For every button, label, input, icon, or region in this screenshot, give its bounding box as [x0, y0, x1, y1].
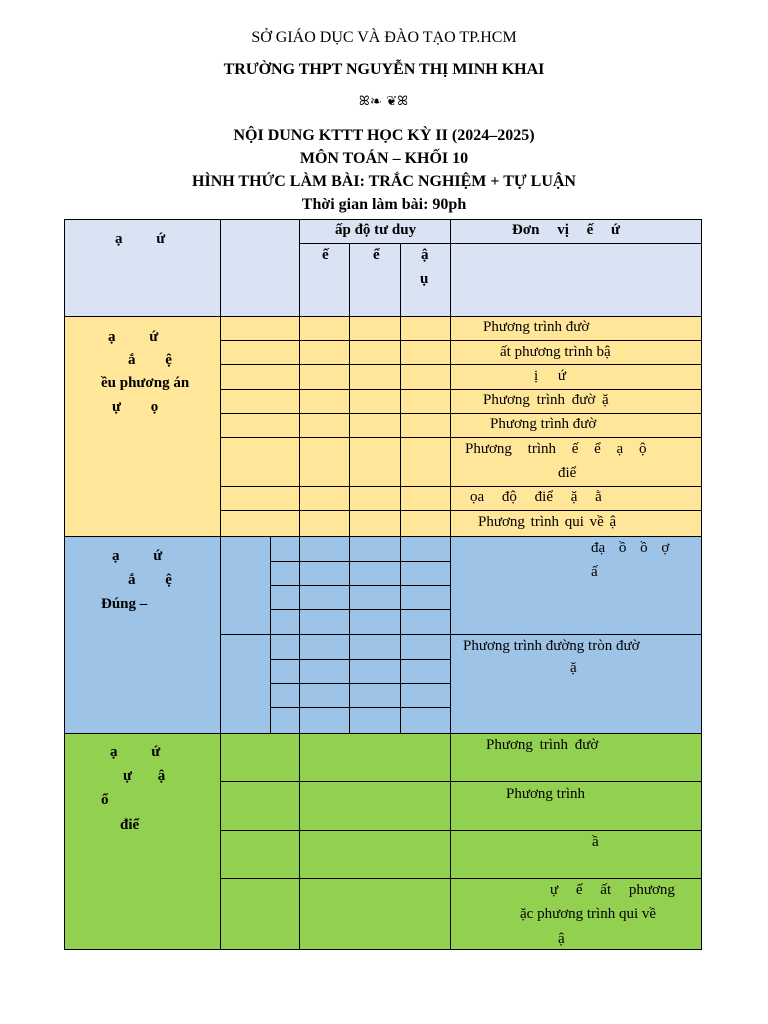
unit-cell: Phương trình đườ: [486, 737, 599, 753]
row-line: [220, 364, 702, 365]
section-divider: [64, 316, 702, 317]
unit-cell: ầ: [592, 834, 599, 850]
table-border: [64, 219, 65, 950]
section-divider: [64, 536, 702, 537]
unit-cell: ất phương trình bậ: [500, 344, 611, 360]
section-divider: [64, 733, 702, 734]
header-level-3b: ụ: [420, 271, 429, 287]
section2-label: ắ ệ: [128, 572, 172, 588]
row-line: [220, 781, 702, 782]
row-line: [220, 878, 702, 879]
row-line: [270, 683, 450, 684]
unit-cell: Phương trình đườ: [483, 319, 590, 335]
unit-cell: ị ứ: [534, 368, 567, 384]
header-unit: Đơn vị ế ứ: [512, 222, 621, 238]
school-name: TRƯỜNG THPT NGUYỄN THỊ MINH KHAI: [223, 61, 545, 78]
row-line: [220, 634, 702, 635]
unit-cell: ự ế ất phương: [550, 882, 675, 898]
row-line: [220, 437, 702, 438]
unit-cell: ậ: [558, 931, 565, 947]
unit-cell: đạ ồ ồ ợ: [591, 540, 670, 556]
unit-cell: ấ: [591, 564, 598, 580]
section1-label: ều phương án: [101, 375, 190, 391]
row-line: [270, 659, 450, 660]
unit-cell: Phương trình đườ ặ: [483, 392, 609, 408]
section3-label: ạ ứ: [110, 744, 161, 760]
unit-cell: điể: [558, 465, 577, 481]
section2-label: ạ ứ: [112, 548, 163, 564]
header-level-2: ể: [373, 247, 380, 263]
section1-label: ự ọ: [112, 399, 159, 415]
department-name: SỞ GIÁO DỤC VÀ ĐÀO TẠO TP.HCM: [251, 29, 517, 46]
exam-time: Thời gian làm bài: 90ph: [301, 196, 467, 213]
table-border: [64, 219, 702, 220]
row-line: [270, 609, 450, 610]
unit-cell: Phương trình đường tròn đườ: [463, 638, 640, 654]
row-line: [270, 707, 450, 708]
table-border: [64, 949, 702, 950]
ornament-divider: ꕤ❧ ❦ꕤ: [358, 93, 410, 108]
row-line: [220, 413, 702, 414]
unit-cell: Phương trình đườ: [490, 416, 597, 432]
document-title: NỘI DUNG KTTT HỌC KỲ II (2024–2025): [233, 127, 535, 144]
header-level-1: ế: [322, 247, 329, 263]
column-line: [450, 219, 451, 950]
unit-cell: Phương trình: [506, 786, 585, 802]
section3-label: ổ: [101, 792, 109, 808]
unit-cell: Phương trình ế ể ạ ộ: [465, 441, 647, 457]
row-line: [220, 340, 702, 341]
column-line: [220, 219, 221, 950]
section2-label: Đúng –: [101, 596, 148, 612]
table-border: [701, 219, 702, 950]
row-line: [270, 561, 450, 562]
header-level-3: ậ: [421, 247, 429, 263]
unit-cell: Phương trình qui về ậ: [478, 514, 617, 530]
row-line: [270, 585, 450, 586]
section1-label: ạ ứ: [108, 329, 159, 345]
section3-label: điể: [120, 817, 140, 833]
exam-format: HÌNH THỨC LÀM BÀI: TRẮC NGHIỆM + TỰ LUẬN: [192, 173, 576, 190]
unit-cell: ọa độ điể ặ ằ: [470, 489, 602, 505]
row-line: [220, 389, 702, 390]
subject-line: MÔN TOÁN – KHỐI 10: [299, 150, 469, 167]
header-col1: ạ ứ: [115, 231, 166, 247]
row-line: [220, 486, 702, 487]
row-line: [299, 243, 702, 244]
header-level: ấp độ tư duy: [335, 222, 417, 238]
unit-cell: ặc phương trình qui về: [520, 906, 657, 922]
row-line: [220, 510, 702, 511]
section1-label: ắ ệ: [128, 352, 172, 368]
row-line: [220, 830, 702, 831]
section3-label: ự ậ: [123, 768, 166, 784]
unit-cell: ặ: [570, 660, 577, 676]
